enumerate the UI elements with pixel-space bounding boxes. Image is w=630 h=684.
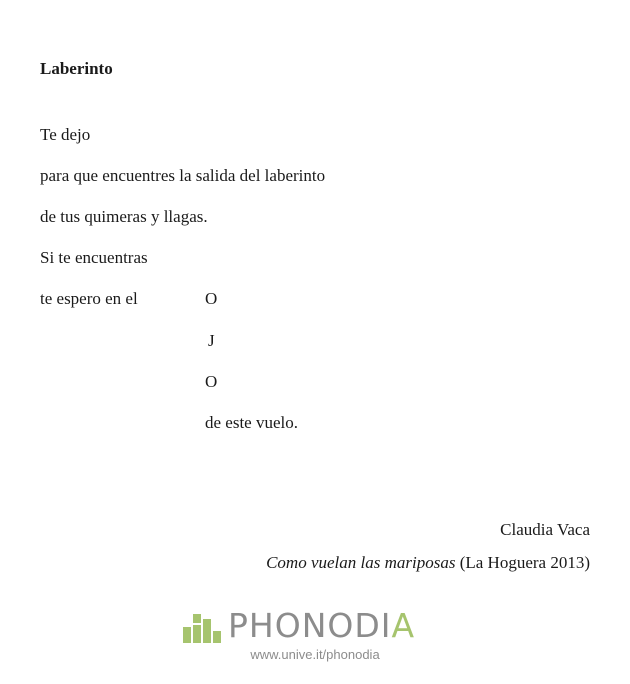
author-name: Claudia Vaca (500, 520, 590, 539)
poem-line-2: para que encuentres la salida del laberinto (40, 166, 326, 185)
poem-closing-line: de este vuelo. (205, 413, 298, 432)
poem-line-4: Si te encuentras (40, 248, 148, 267)
vertical-letter-j: J (208, 331, 215, 350)
logo-wordmark (228, 606, 416, 645)
publisher-year: (La Hoguera 2013) (459, 553, 590, 572)
book-title: Como vuelan las mariposas (266, 553, 456, 572)
bar-chart-logo-icon (182, 609, 222, 643)
poem-line-5: te espero en el (40, 289, 138, 308)
logo-wordmark-accent: A (391, 606, 416, 645)
logo-wordmark-main: PHONODI (228, 606, 392, 645)
logo-url: www.unive.it/phonodia (250, 647, 380, 662)
phonodia-logo (182, 607, 415, 643)
book-source (266, 553, 590, 573)
poem-line-1: Te dejo (40, 125, 91, 144)
vertical-letter-o-top: O (205, 289, 218, 308)
poem-title: Laberinto (40, 59, 113, 78)
poem-line-3: de tus quimeras y llagas. (40, 207, 208, 226)
vertical-letter-o-bottom: O (205, 372, 218, 391)
